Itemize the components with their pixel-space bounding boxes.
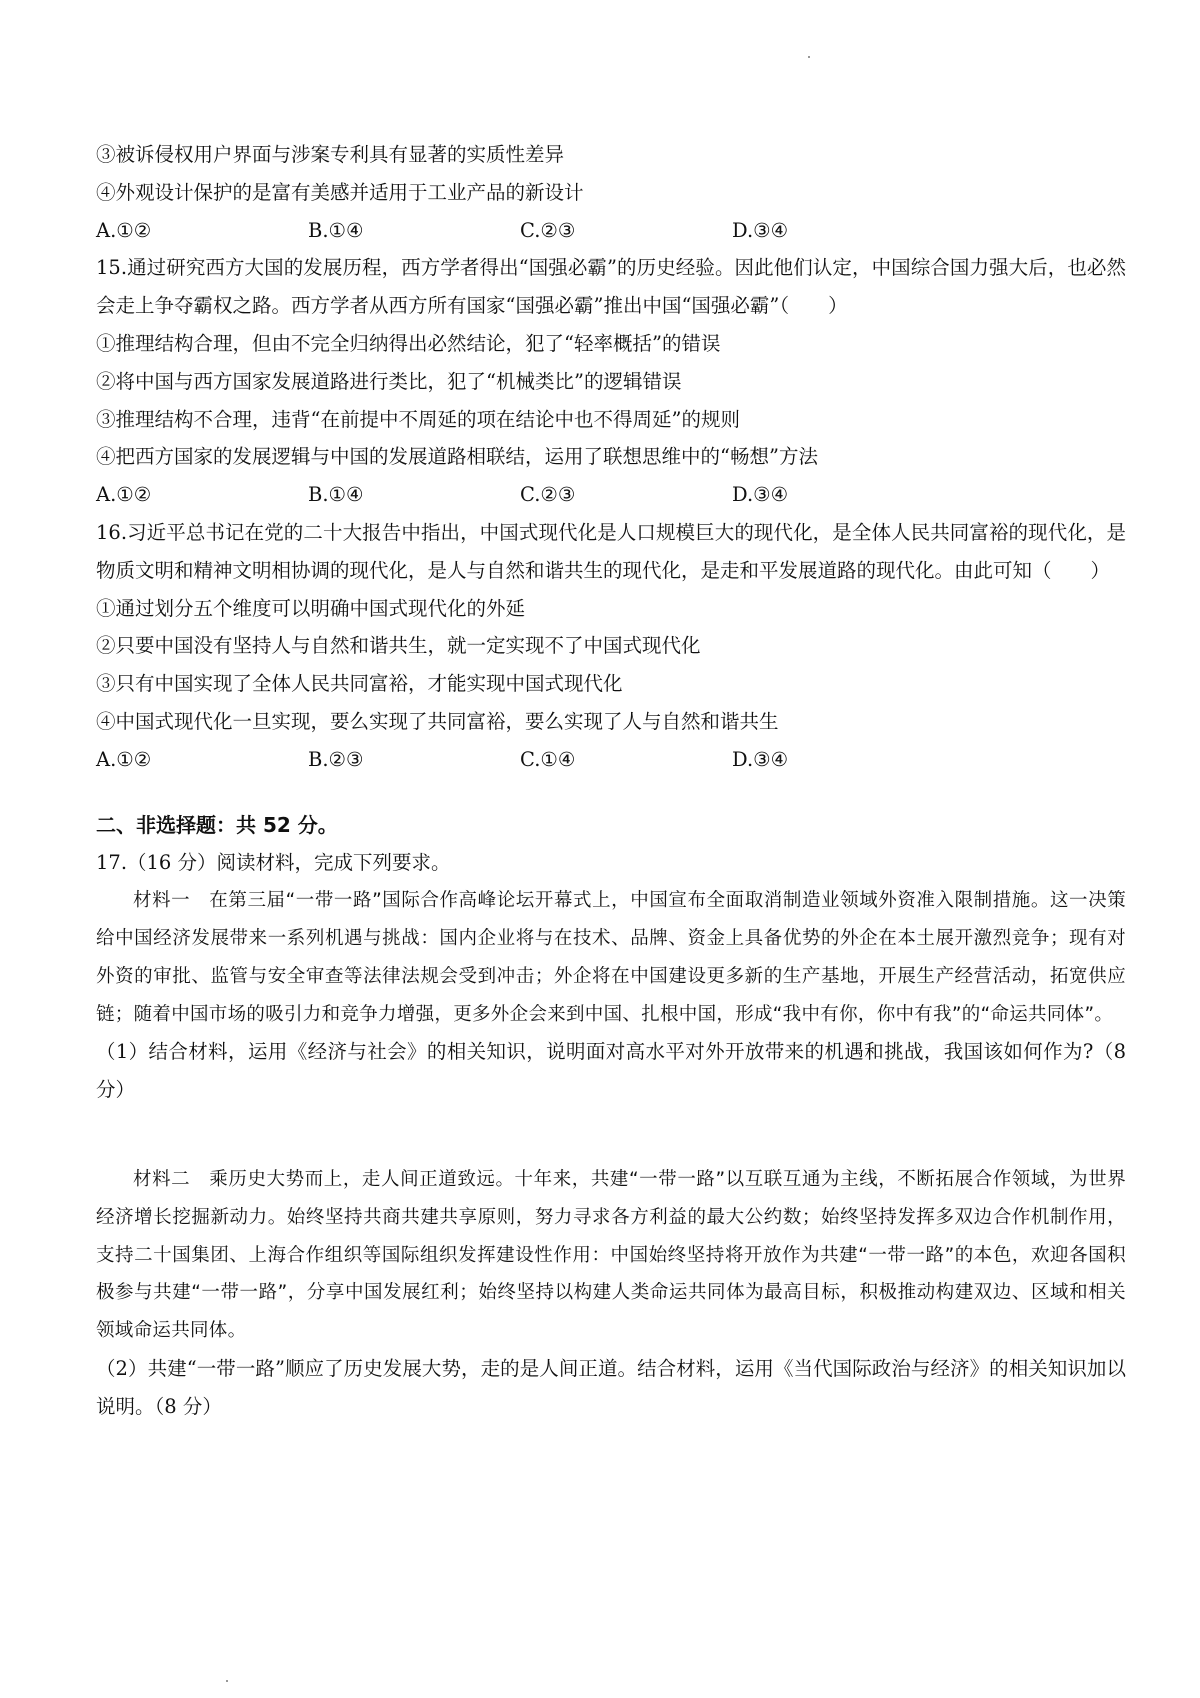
q16-options: [96, 741, 1126, 779]
q16-item-4: ④中国式现代化一旦实现，要么实现了共同富裕，要么实现了人与自然和谐共生: [96, 709, 779, 733]
q16-item-2: ②只要中国没有坚持人与自然和谐共生，就一定实现不了中国式现代化: [96, 634, 701, 658]
q15-stem: 15.通过研究西方大国的发展历程，西方学者得出“国强必霸”的历史经验。因此他们认定，中国综合国力强大后，也必然会走上争夺霸权之路。西方学者从西方所有国家“国强必霸”推出中国“国强必霸”（ ）: [96, 256, 1126, 318]
q15-option-d: D.③④: [732, 483, 789, 507]
q16-option-b: B.②③: [308, 747, 364, 771]
q16-stem: 16.习近平总书记在党的二十大报告中指出，中国式现代化是人口规模巨大的现代化，是全体人民共同富裕的现代化，是物质文明和精神文明相协调的现代化，是人与自然和谐共生的现代化，是走和平发展道路的现代化。由此可知（ ）: [96, 520, 1126, 582]
q17-material-2: 材料二 乘历史大势而上，走人间正道致远。十年来，共建“一带一路”以互联互通为主线，不断拓展合作领域，为世界经济增长挖掘新动力。始终坚持共商共建共享原则，努力寻求各方利益的最大公约数；始终坚持发挥多双边合作机制作用，支持二十国集团、上海合作组织等国际组织发挥建设性作用：中国始终坚持将开放作为共建“一带一路”的本色，欢迎各国积极参与共建“一带一路”，分享中国发展红利；始终坚持以构建人类命运共同体为最高目标，积极推动构建双边、区域和相关领域命运共同体。: [96, 1168, 1126, 1342]
q16-option-c: C.①④: [520, 747, 576, 771]
q15-options: [96, 476, 1126, 514]
q15-option-b: B.①④: [308, 483, 364, 507]
q16-option-d: D.③④: [732, 747, 789, 771]
q16-item-1: ①通过划分五个维度可以明确中国式现代化的外延: [96, 596, 526, 620]
page-content: [96, 136, 1126, 1426]
q17-material-1: 材料一 在第三届“一带一路”国际合作高峰论坛开幕式上，中国宣布全面取消制造业领域外资准入限制措施。这一决策给中国经济发展带来一系列机遇与挑战：国内企业将与在技术、品牌、资金上具备优势的外企在本土展开激烈竞争；现有对外资的审批、监管与安全审查等法律法规会受到冲击；外企将在中国建设更多新的生产基地，开展生产经营活动，拓宽供应链；随着中国市场的吸引力和竞争力增强，更多外企会来到中国、扎根中国，形成“我中有你，你中有我”的“命运共同体”。: [96, 890, 1126, 1025]
q15-item-3: ③推理结构不合理，违背“在前提中不周延的项在结论中也不得周延”的规则: [96, 407, 740, 431]
scan-dot-bottom: [226, 1680, 228, 1682]
q14-option-b: B.①④: [308, 218, 364, 242]
q17-question-1: （1）结合材料，运用《经济与社会》的相关知识，说明面对高水平对外开放带来的机遇和挑战，我国该如何作为?（8 分）: [96, 1040, 1126, 1102]
q16-item-3: ③只有中国实现了全体人民共同富裕，才能实现中国式现代化: [96, 672, 623, 696]
q17-stem: 17.（16 分）阅读材料，完成下列要求。: [96, 851, 451, 875]
scan-dot-top: [808, 56, 810, 58]
q15-item-4: ④把西方国家的发展逻辑与中国的发展道路相联结，运用了联想思维中的“畅想”方法: [96, 445, 818, 469]
answer-space-1: [96, 1109, 1126, 1161]
q14-option-c: C.②③: [520, 218, 576, 242]
q16-option-a: A.①②: [96, 747, 152, 771]
q15-option-a: A.①②: [96, 483, 152, 507]
q14-option-d: D.③④: [732, 218, 789, 242]
q14-item-4: ④外观设计保护的是富有美感并适用于工业产品的新设计: [96, 180, 584, 204]
q17-question-2: （2）共建“一带一路”顺应了历史发展大势，走的是人间正道。结合材料，运用《当代国际政治与经济》的相关知识加以说明。（8 分）: [96, 1356, 1126, 1418]
q14-options: [96, 212, 1126, 250]
section-title-nonchoice: 二、非选择题：共 52 分。: [96, 812, 338, 837]
q15-item-1: ①推理结构合理，但由不完全归纳得出必然结论，犯了“轻率概括”的错误: [96, 331, 721, 355]
q14-option-a: A.①②: [96, 218, 152, 242]
q14-item-3: ③被诉侵权用户界面与涉案专利具有显著的实质性差异: [96, 143, 565, 166]
q15-item-2: ②将中国与西方国家发展道路进行类比，犯了“机械类比”的逻辑错误: [96, 369, 682, 393]
q15-option-c: C.②③: [520, 483, 576, 507]
